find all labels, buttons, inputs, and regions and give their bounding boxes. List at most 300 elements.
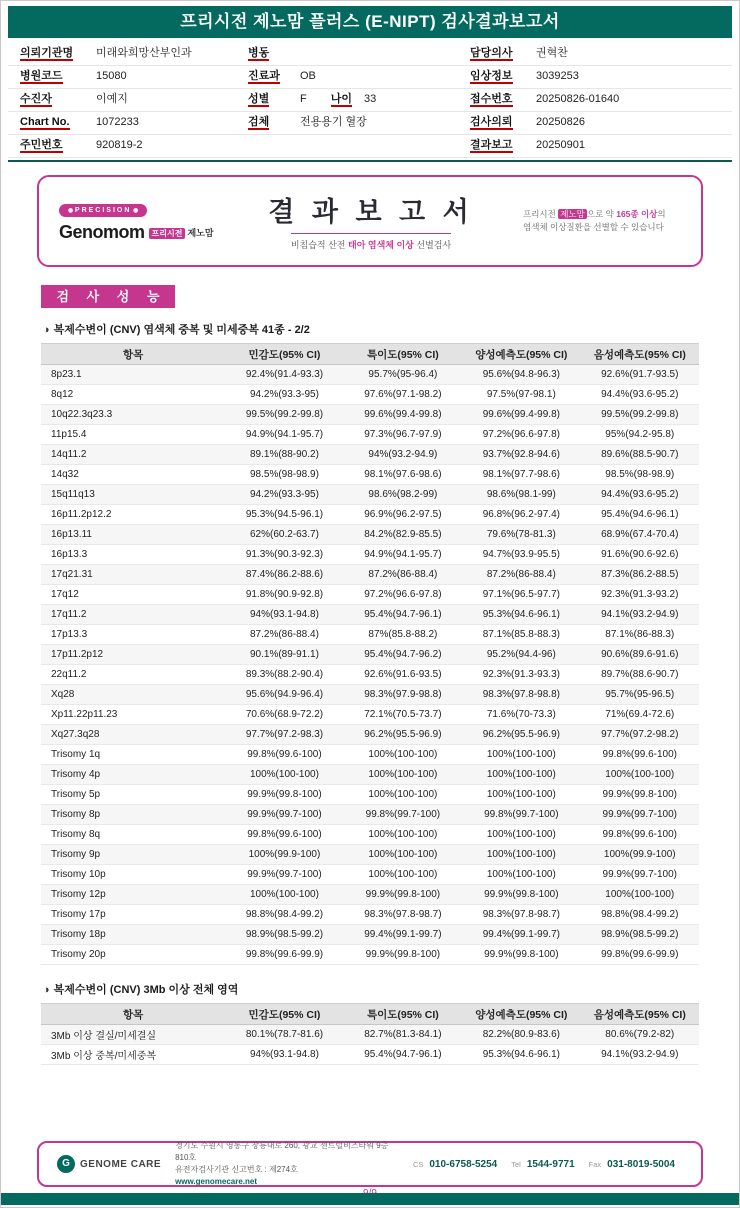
table-row (41, 825, 699, 845)
value-cell: 93.7%(92.8-94.6) (462, 445, 580, 465)
promo-text (523, 208, 701, 234)
item-cell: Xp11.22p11.23 (41, 705, 225, 725)
value-cell: 100%(100-100) (344, 765, 462, 785)
value-cell: 100%(99.9-100) (581, 845, 699, 865)
value-cell: 98.9%(98.5-99.2) (225, 925, 343, 945)
value-cell: 100%(100-100) (462, 825, 580, 845)
report-title-block (219, 190, 523, 253)
dot-icon: ◉ (68, 208, 75, 214)
value-cell: 97.6%(97.1-98.2) (344, 385, 462, 405)
info-field (470, 135, 728, 158)
value-cell: 100%(100-100) (581, 885, 699, 905)
info-label: 임상정보 (470, 70, 513, 82)
value-cell: 89.1%(88-90.2) (225, 445, 343, 465)
info-label: 의뢰기관명 (20, 47, 74, 59)
section-header-test-performance: 검 사 성 능 (41, 285, 175, 308)
promo-mid: 으로 약 (586, 208, 617, 219)
table2-intro-text: 복제수변이 (CNV) 3Mb 이상 전체 영역 (53, 984, 239, 996)
value-cell: 98.9%(98.5-99.2) (581, 925, 699, 945)
dot-icon: ◉ (131, 208, 139, 214)
table-row (41, 845, 699, 865)
info-label: Chart No. (20, 116, 70, 128)
patient-info-column-1 (8, 43, 236, 160)
info-value: 20250826-01640 (536, 93, 620, 105)
value-cell: 95.4%(94.7-96.1) (344, 605, 462, 625)
brand-line (59, 222, 219, 243)
brand-chip: 프리시전 (149, 228, 186, 239)
value-cell: 82.2%(80.9-83.6) (462, 1025, 580, 1045)
info-field (248, 43, 458, 66)
value-cell: 99.9%(99.7-100) (225, 805, 343, 825)
table-row (41, 485, 699, 505)
genome-care-brand: GENOME CARE (80, 1158, 162, 1170)
item-cell: 3Mb 이상 결실/미세결실 (41, 1025, 225, 1045)
item-cell: 17q21.31 (41, 565, 225, 585)
value-cell: 95.6%(94.8-96.3) (462, 365, 580, 385)
cnv-3mb-section (41, 981, 699, 1065)
info-field (20, 135, 236, 158)
info-value: 20250901 (536, 139, 585, 151)
value-cell: 80.6%(79.2-82) (581, 1025, 699, 1045)
value-cell: 99.9%(99.8-100) (344, 945, 462, 965)
value-cell: 91.6%(90.6-92.6) (581, 545, 699, 565)
value-cell: 99.8%(99.7-100) (344, 805, 462, 825)
value-cell: 99.5%(99.2-99.8) (581, 405, 699, 425)
table-row (41, 905, 699, 925)
table-row (41, 625, 699, 645)
table-row (41, 565, 699, 585)
value-cell: 99.4%(99.1-99.7) (344, 925, 462, 945)
patient-info-column-3 (458, 43, 728, 160)
value-cell: 99.9%(99.8-100) (462, 885, 580, 905)
promo-post: 의 (657, 208, 666, 219)
promo-line-1 (523, 208, 685, 221)
value-cell: 94%(93.2-94.9) (344, 445, 462, 465)
cnv-3mb-table (41, 1003, 699, 1065)
value-cell: 92.4%(91.4-93.3) (225, 365, 343, 385)
table1-intro (43, 321, 699, 337)
item-cell: 17q11.2 (41, 605, 225, 625)
info-label: 진료과 (248, 70, 280, 82)
value-cell: 95%(94.2-95.8) (581, 425, 699, 445)
value-cell: 87.1%(85.8-88.3) (462, 625, 580, 645)
table-row (41, 725, 699, 745)
table-row (41, 745, 699, 765)
table-row (41, 425, 699, 445)
value-cell: 100%(100-100) (462, 865, 580, 885)
table-row (41, 785, 699, 805)
item-cell: 17p13.3 (41, 625, 225, 645)
info-value: 권혁찬 (536, 47, 568, 59)
table-row (41, 685, 699, 705)
table-row (41, 365, 699, 385)
half-circle-icon: ◑ (43, 984, 50, 996)
tel-label: Tel (511, 1159, 521, 1169)
brand-name-en: Genomom (59, 222, 145, 242)
value-cell: 95.4%(94.7-96.2) (344, 645, 462, 665)
item-cell: 15q11q13 (41, 485, 225, 505)
item-cell: 17p11.2p12 (41, 645, 225, 665)
value-cell: 87%(85.8-88.2) (344, 625, 462, 645)
value-cell: 100%(100-100) (225, 765, 343, 785)
value-cell: 100%(100-100) (344, 825, 462, 845)
table-row (41, 925, 699, 945)
info-label: 검사의뢰 (470, 116, 513, 128)
info-field (20, 89, 236, 112)
info-value: 전용용기 혈장 (300, 116, 367, 128)
value-cell: 98.1%(97.7-98.6) (462, 465, 580, 485)
item-cell: Trisomy 5p (41, 785, 225, 805)
item-cell: Trisomy 20p (41, 945, 225, 965)
info-label: 검체 (248, 116, 270, 128)
column-header-item: 항목 (41, 1004, 225, 1025)
item-cell: 8p23.1 (41, 365, 225, 385)
info-value: 15080 (96, 70, 127, 82)
value-cell: 99.4%(99.1-99.7) (462, 925, 580, 945)
info-label: 성별 (248, 93, 270, 105)
value-cell: 92.3%(91.3-93.2) (581, 585, 699, 605)
value-cell: 98.3%(97.9-98.8) (344, 685, 462, 705)
value-cell: 92.6%(91.7-93.5) (581, 365, 699, 385)
value-cell: 97.5%(97-98.1) (462, 385, 580, 405)
info-label: 나이 (330, 93, 352, 105)
value-cell: 99.9%(99.7-100) (225, 865, 343, 885)
value-cell: 99.9%(99.8-100) (462, 945, 580, 965)
subtitle-pre: 비침습적 산전 (290, 239, 348, 250)
value-cell: 97.3%(96.7-97.9) (344, 425, 462, 445)
value-cell: 97.1%(96.5-97.7) (462, 585, 580, 605)
value-cell: 100%(100-100) (344, 745, 462, 765)
info-value: F (300, 93, 307, 105)
info-value: 미래와희망산부인과 (96, 47, 192, 59)
info-label: 접수번호 (470, 93, 513, 105)
value-cell: 98.3%(97.8-98.8) (462, 685, 580, 705)
table-row (41, 385, 699, 405)
column-header-ppv: 양성예측도(95% CI) (462, 1004, 580, 1025)
info-field (20, 66, 236, 89)
info-field (248, 66, 458, 89)
subtitle-post: 선별검사 (413, 239, 452, 250)
info-label: 병동 (248, 47, 270, 59)
value-cell: 95.3%(94.6-96.1) (462, 605, 580, 625)
info-field (248, 89, 458, 112)
item-cell: Trisomy 8p (41, 805, 225, 825)
value-cell: 82.7%(81.3-84.1) (344, 1025, 462, 1045)
item-cell: 22q11.2 (41, 665, 225, 685)
info-value: OB (300, 70, 316, 82)
value-cell: 100%(100-100) (462, 785, 580, 805)
cs-label: CS (412, 1159, 424, 1169)
item-cell: 16p13.3 (41, 545, 225, 565)
value-cell: 99.9%(99.8-100) (344, 885, 462, 905)
value-cell: 94.4%(93.6-95.2) (581, 485, 699, 505)
item-cell: Trisomy 1q (41, 745, 225, 765)
value-cell: 97.7%(97.2-98.2) (581, 725, 699, 745)
info-field (470, 89, 728, 112)
info-value: 20250826 (536, 116, 585, 128)
table-row (41, 945, 699, 965)
value-cell: 95.6%(94.9-96.4) (225, 685, 343, 705)
table-row (41, 605, 699, 625)
column-header-item: 항목 (41, 344, 225, 365)
value-cell: 100%(100-100) (462, 745, 580, 765)
result-report-box (37, 175, 703, 267)
table-header-row (41, 344, 699, 365)
value-cell: 96.2%(95.5-96.9) (344, 725, 462, 745)
value-cell: 99.8%(99.6-100) (225, 825, 343, 845)
info-label: 주민번호 (20, 139, 63, 151)
table-row (41, 525, 699, 545)
info-field (470, 43, 728, 66)
fax-number: 031-8019-5004 (607, 1158, 675, 1170)
value-cell: 72.1%(70.5-73.7) (344, 705, 462, 725)
value-cell: 92.6%(91.6-93.5) (344, 665, 462, 685)
info-field (20, 112, 236, 135)
value-cell: 98.5%(98-98.9) (225, 465, 343, 485)
info-label: 담당의사 (470, 47, 513, 59)
column-header-npv: 음성예측도(95% CI) (581, 344, 699, 365)
value-cell: 99.9%(99.8-100) (581, 785, 699, 805)
value-cell: 99.6%(99.4-99.8) (462, 405, 580, 425)
value-cell: 95.3%(94.5-96.1) (225, 505, 343, 525)
value-cell: 70.6%(68.9-72.2) (225, 705, 343, 725)
value-cell: 95.7%(95-96.5) (581, 685, 699, 705)
subtitle-em: 태아 염색체 이상 (348, 239, 414, 250)
value-cell: 95.2%(94.4-96) (462, 645, 580, 665)
website-link: www.genomecare.net (175, 1177, 258, 1186)
value-cell: 97.7%(97.2-98.3) (225, 725, 343, 745)
info-label: 결과보고 (470, 139, 513, 151)
contact-block (413, 1159, 683, 1170)
value-cell: 100%(100-100) (462, 765, 580, 785)
value-cell: 68.9%(67.4-70.4) (581, 525, 699, 545)
item-cell: Trisomy 8q (41, 825, 225, 845)
table1-intro-text: 복제수변이 (CNV) 염색체 중복 및 미세중복 41종 - 2/2 (53, 324, 310, 336)
table-header-row (41, 1004, 699, 1025)
value-cell: 99.8%(99.6-99.9) (225, 945, 343, 965)
item-cell: Trisomy 17p (41, 905, 225, 925)
value-cell: 97.2%(96.6-97.8) (344, 585, 462, 605)
genomom-logo (39, 199, 219, 243)
table-row (41, 765, 699, 785)
report-subtitle (291, 233, 451, 251)
value-cell: 71%(69.4-72.6) (581, 705, 699, 725)
value-cell: 87.2%(86-88.4) (462, 565, 580, 585)
value-cell: 94%(93.1-94.8) (225, 1045, 343, 1065)
value-cell: 94.2%(93.3-95) (225, 485, 343, 505)
value-cell: 98.6%(98.1-99) (462, 485, 580, 505)
promo-line-2: 염색체 이상질환을 선별할 수 있습니다 (523, 222, 664, 232)
item-cell: Trisomy 18p (41, 925, 225, 945)
item-cell: 14q32 (41, 465, 225, 485)
value-cell: 100%(100-100) (225, 885, 343, 905)
value-cell: 87.4%(86.2-88.6) (225, 565, 343, 585)
item-cell: Trisomy 4p (41, 765, 225, 785)
value-cell: 100%(100-100) (581, 765, 699, 785)
precision-badge-label: PRECISION (74, 207, 132, 214)
patient-info-column-2 (236, 43, 458, 160)
promo-pre: 프리시전 (523, 208, 559, 219)
table-row (41, 445, 699, 465)
value-cell: 94.2%(93.3-95) (225, 385, 343, 405)
column-header-sensitivity: 민감도(95% CI) (225, 344, 343, 365)
patient-info-section (8, 43, 732, 162)
value-cell: 98.5%(98-98.9) (581, 465, 699, 485)
info-field (20, 43, 236, 66)
item-cell: Xq28 (41, 685, 225, 705)
value-cell: 80.1%(78.7-81.6) (225, 1025, 343, 1045)
value-cell: 98.6%(98.2-99) (344, 485, 462, 505)
value-cell: 62%(60.2-63.7) (225, 525, 343, 545)
table-row (41, 805, 699, 825)
genome-care-logo-icon: G (57, 1155, 75, 1173)
table-row (41, 465, 699, 485)
item-cell: 8q12 (41, 385, 225, 405)
column-header-specificity: 특이도(95% CI) (344, 1004, 462, 1025)
value-cell: 89.6%(88.5-90.7) (581, 445, 699, 465)
value-cell: 99.6%(99.4-99.8) (344, 405, 462, 425)
cnv-duplication-table (41, 343, 699, 965)
report-title: 결 과 보 고 서 (268, 196, 474, 227)
value-cell: 91.3%(90.3-92.3) (225, 545, 343, 565)
table-row (41, 1025, 699, 1045)
info-value: 이예지 (96, 93, 128, 105)
value-cell: 95.4%(94.7-96.1) (344, 1045, 462, 1065)
item-cell: 16p13.11 (41, 525, 225, 545)
value-cell: 98.8%(98.4-99.2) (581, 905, 699, 925)
value-cell: 98.1%(97.6-98.6) (344, 465, 462, 485)
value-cell: 87.2%(86-88.4) (344, 565, 462, 585)
item-cell: Trisomy 12p (41, 885, 225, 905)
table-row (41, 505, 699, 525)
genome-care-logo (57, 1155, 161, 1173)
value-cell: 99.8%(99.6-99.9) (581, 945, 699, 965)
value-cell: 100%(100-100) (462, 845, 580, 865)
table-row (41, 585, 699, 605)
info-value: 1072233 (96, 116, 139, 128)
value-cell: 95.3%(94.6-96.1) (462, 1045, 580, 1065)
value-cell: 99.9%(99.7-100) (581, 805, 699, 825)
value-cell: 96.9%(96.2-97.5) (344, 505, 462, 525)
value-cell: 98.3%(97.8-98.7) (344, 905, 462, 925)
info-field (248, 112, 458, 135)
info-value: 3039253 (536, 70, 579, 82)
value-cell: 99.5%(99.2-99.8) (225, 405, 343, 425)
item-cell: Trisomy 10p (41, 865, 225, 885)
precision-badge (59, 204, 147, 217)
promo-chip: 제노맘 (560, 208, 585, 219)
table-row (41, 665, 699, 685)
item-cell: Xq27.3q28 (41, 725, 225, 745)
value-cell: 98.8%(98.4-99.2) (225, 905, 343, 925)
value-cell: 97.2%(96.6-97.8) (462, 425, 580, 445)
value-cell: 71.6%(70-73.3) (462, 705, 580, 725)
cs-number: 010-6758-5254 (429, 1158, 498, 1170)
value-cell: 92.3%(91.3-93.3) (462, 665, 580, 685)
value-cell: 94.9%(94.1-95.7) (344, 545, 462, 565)
value-cell: 90.6%(89.6-91.6) (581, 645, 699, 665)
item-cell: 11p15.4 (41, 425, 225, 445)
value-cell: 99.8%(99.7-100) (462, 805, 580, 825)
bottom-bar (1, 1193, 739, 1205)
value-cell: 96.2%(95.5-96.9) (462, 725, 580, 745)
value-cell: 99.9%(99.8-100) (225, 785, 343, 805)
table-row (41, 1045, 699, 1065)
value-cell: 91.8%(90.9-92.8) (225, 585, 343, 605)
value-cell: 87.3%(86.2-88.5) (581, 565, 699, 585)
item-cell: 10q22.3q23.3 (41, 405, 225, 425)
table-row (41, 705, 699, 725)
value-cell: 98.3%(97.8-98.7) (462, 905, 580, 925)
info-value: 33 (364, 93, 377, 105)
value-cell: 87.2%(86-88.4) (225, 625, 343, 645)
info-field (470, 66, 728, 89)
item-cell: 17q12 (41, 585, 225, 605)
column-header-npv: 음성예측도(95% CI) (581, 1004, 699, 1025)
value-cell: 89.7%(88.6-90.7) (581, 665, 699, 685)
value-cell: 95.7%(95-96.4) (344, 365, 462, 385)
value-cell: 100%(100-100) (344, 785, 462, 805)
report-title-bar: 프리시전 제노맘 플러스 (E-NIPT) 검사결과보고서 (8, 6, 732, 38)
table-row (41, 405, 699, 425)
value-cell: 100%(99.9-100) (225, 845, 343, 865)
value-cell: 94.1%(93.2-94.9) (581, 1045, 699, 1065)
address-block (175, 1140, 399, 1188)
fax-label: Fax (588, 1159, 602, 1169)
value-cell: 99.9%(99.7-100) (581, 865, 699, 885)
value-cell: 100%(100-100) (344, 845, 462, 865)
info-label: 수진자 (20, 93, 52, 105)
info-value: 920819-2 (96, 139, 143, 151)
value-cell: 99.8%(99.6-100) (581, 825, 699, 845)
half-circle-icon: ◑ (43, 324, 50, 336)
tel-number: 1544-9771 (526, 1158, 575, 1170)
item-cell: Trisomy 9p (41, 845, 225, 865)
table-row (41, 545, 699, 565)
item-cell: 16p11.2p12.2 (41, 505, 225, 525)
table-row (41, 645, 699, 665)
column-header-specificity: 특이도(95% CI) (344, 344, 462, 365)
value-cell: 99.8%(99.6-100) (225, 745, 343, 765)
main-content (41, 317, 699, 1065)
address-line-1: 경기도 수원시 영통구 창룡대로 260, 광교 센트럴비즈타워 9층 810호 (175, 1141, 389, 1162)
value-cell: 95.4%(94.6-96.1) (581, 505, 699, 525)
item-cell: 14q11.2 (41, 445, 225, 465)
value-cell: 100%(100-100) (344, 865, 462, 885)
table-row (41, 885, 699, 905)
value-cell: 90.1%(89-91.1) (225, 645, 343, 665)
value-cell: 99.8%(99.6-100) (581, 745, 699, 765)
address-line-2: 유전자검사기관 신고번호 : 제274호 (175, 1165, 298, 1174)
footer-box (37, 1141, 703, 1187)
value-cell: 79.6%(78-81.3) (462, 525, 580, 545)
value-cell: 87.1%(86-88.3) (581, 625, 699, 645)
value-cell: 84.2%(82.9-85.5) (344, 525, 462, 545)
item-cell: 3Mb 이상 중복/미세중복 (41, 1045, 225, 1065)
promo-em: 165종 이상 (616, 208, 658, 219)
info-label: 병원코드 (20, 70, 63, 82)
value-cell: 89.3%(88.2-90.4) (225, 665, 343, 685)
value-cell: 94.7%(93.9-95.5) (462, 545, 580, 565)
brand-name-kr: 제노맘 (187, 228, 214, 238)
value-cell: 94%(93.1-94.8) (225, 605, 343, 625)
value-cell: 94.4%(93.6-95.2) (581, 385, 699, 405)
table-row (41, 865, 699, 885)
value-cell: 94.1%(93.2-94.9) (581, 605, 699, 625)
column-header-ppv: 양성예측도(95% CI) (462, 344, 580, 365)
column-header-sensitivity: 민감도(95% CI) (225, 1004, 343, 1025)
value-cell: 96.8%(96.2-97.4) (462, 505, 580, 525)
